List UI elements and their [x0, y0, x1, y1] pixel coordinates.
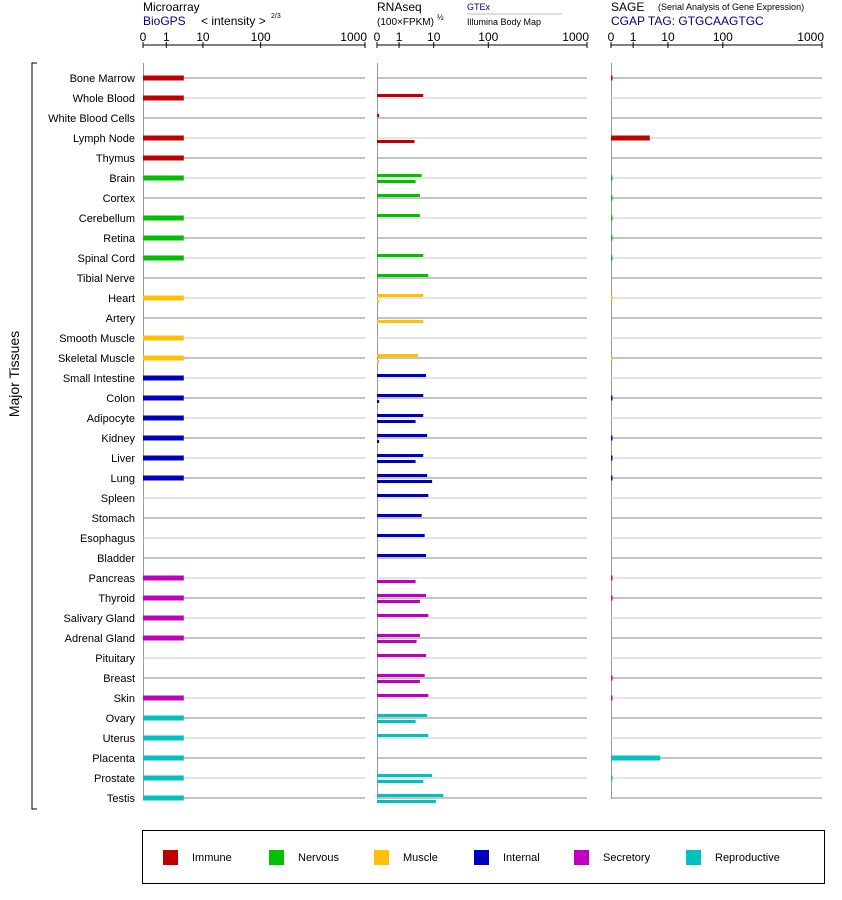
legend-item-secretory: [574, 850, 650, 865]
tissue-label: Ovary: [105, 713, 135, 725]
legend-swatch: [686, 850, 701, 865]
tissue-label: Spleen: [100, 493, 135, 505]
bar-microarray: [143, 436, 184, 441]
tissue-label: Liver: [111, 453, 135, 465]
tissue-label: Breast: [103, 673, 135, 685]
tissue-label: Cerebellum: [78, 213, 135, 225]
tissue-label: Lung: [110, 473, 135, 485]
bar-microarray: [143, 156, 184, 161]
tissue-label: Pituitary: [95, 653, 135, 665]
bar-sage: [611, 256, 613, 261]
bar-microarray: [143, 256, 184, 261]
bar-gtex: [377, 294, 423, 297]
tissue-label: Bone Marrow: [69, 73, 135, 85]
legend-swatch: [269, 850, 284, 865]
bar-illumina: [377, 460, 416, 463]
bar-gtex: [377, 174, 422, 177]
bar-sage: [611, 676, 613, 681]
bar-illumina: [377, 680, 420, 683]
x-tick-label: 100: [712, 30, 733, 44]
bar-gtex: [377, 194, 420, 197]
bar-microarray: [143, 796, 184, 801]
panel-exponent-rnaseq: ½: [437, 13, 444, 22]
legend-label: Reproductive: [715, 851, 780, 864]
bar-sage: [611, 756, 660, 761]
tissue-label: Cortex: [102, 193, 135, 205]
bar-microarray: [143, 356, 184, 361]
legend-item-internal: [474, 850, 540, 865]
legend-label: Nervous: [298, 851, 339, 864]
bar-gtex: [377, 274, 428, 277]
rnaseq-source-illumina: Illumina Body Map: [467, 17, 542, 27]
x-tick-label: 1000: [340, 30, 367, 44]
legend-swatch: [574, 850, 589, 865]
x-tick-label: 100: [478, 30, 499, 44]
bar-microarray: [143, 76, 184, 81]
bar-gtex: [377, 354, 418, 357]
bar-microarray: [143, 376, 184, 381]
legend-item-immune: [163, 850, 232, 865]
tissue-label: Whole Blood: [72, 93, 135, 105]
x-tick-label: 10: [427, 30, 441, 44]
legend-item-reproductive: [686, 850, 780, 865]
bar-illumina: [377, 440, 379, 443]
x-tick-label: 1000: [797, 30, 824, 44]
bar-illumina: [377, 600, 420, 603]
bar-illumina: [377, 360, 379, 363]
x-tick-label: 100: [250, 30, 271, 44]
panel-title-rnaseq: RNAseq: [377, 0, 422, 14]
bar-microarray: [143, 136, 184, 141]
bar-gtex: [377, 534, 425, 537]
x-tick-label: 1: [162, 30, 170, 44]
legend-label: Immune: [192, 851, 232, 864]
x-tick-label: 0: [607, 30, 615, 44]
y-axis-bracket: [32, 63, 37, 809]
tissue-label: Adipocyte: [86, 413, 135, 425]
bar-illumina: [377, 780, 423, 783]
bar-gtex: [377, 254, 423, 257]
x-tick-label: 0: [139, 30, 147, 44]
tissue-label: Stomach: [91, 513, 135, 525]
bar-microarray: [143, 476, 184, 481]
panel-subtitle-sage: CGAP TAG: GTGCAAGTGC: [611, 14, 764, 28]
bar-gtex: [377, 454, 423, 457]
bar-illumina: [377, 420, 416, 423]
bar-gtex: [377, 654, 426, 657]
panel-note-sage: (Serial Analysis of Gene Expression): [658, 2, 805, 12]
bar-illumina: [377, 580, 416, 583]
bar-sage: [611, 696, 613, 701]
bar-sage: [611, 356, 613, 361]
panel-note-microarray: < intensity >: [201, 14, 266, 28]
bar-gtex: [377, 614, 428, 617]
bar-gtex: [377, 414, 423, 417]
legend-item-muscle: [374, 850, 438, 865]
bar-microarray: [143, 396, 184, 401]
tissue-label: Bladder: [97, 553, 135, 565]
tissue-label: Retina: [103, 233, 135, 245]
bar-illumina: [377, 140, 415, 143]
bar-gtex: [377, 434, 427, 437]
bar-illumina: [377, 800, 436, 803]
rnaseq-source-gtex: GTEx: [467, 2, 491, 12]
x-tick-label: 1000: [562, 30, 589, 44]
bar-microarray: [143, 616, 184, 621]
bar-gtex: [377, 494, 428, 497]
panel-title-microarray: Microarray: [143, 0, 200, 14]
bar-illumina: [377, 720, 416, 723]
bar-gtex: [377, 214, 420, 217]
x-tick-label: 10: [661, 30, 675, 44]
bar-gtex: [377, 554, 426, 557]
bar-sage: [611, 196, 613, 201]
bar-sage: [611, 596, 613, 601]
bar-sage: [611, 576, 613, 581]
legend-label: Muscle: [403, 851, 438, 864]
bar-microarray: [143, 416, 184, 421]
tissue-label: Testis: [106, 793, 135, 805]
bar-sage: [611, 76, 613, 81]
tissue-label: Small Intestine: [62, 373, 135, 385]
bar-gtex: [377, 634, 420, 637]
legend-swatch: [163, 850, 178, 865]
bar-sage: [611, 296, 613, 301]
bar-gtex: [377, 774, 432, 777]
bar-gtex: [377, 514, 422, 517]
bar-gtex: [377, 594, 426, 597]
bar-microarray: [143, 756, 184, 761]
tissue-label: Skin: [113, 693, 135, 705]
tissue-label: Pancreas: [88, 573, 135, 585]
bar-microarray: [143, 456, 184, 461]
tissue-label: Smooth Muscle: [59, 333, 135, 345]
bar-microarray: [143, 696, 184, 701]
tissue-label: Uterus: [102, 733, 135, 745]
bar-microarray: [143, 296, 184, 301]
bar-sage: [611, 176, 613, 181]
tissue-label: Salivary Gland: [63, 613, 135, 625]
legend-label: Secretory: [603, 851, 651, 864]
bar-illumina: [377, 480, 432, 483]
tissue-label: Adrenal Gland: [64, 633, 135, 645]
bar-microarray: [143, 636, 184, 641]
bar-sage: [611, 776, 613, 781]
x-tick-label: 0: [373, 30, 381, 44]
bar-gtex: [377, 734, 428, 737]
tissue-label: Colon: [106, 393, 135, 405]
bar-gtex: [377, 674, 425, 677]
bar-sage: [611, 136, 650, 141]
bar-sage: [611, 236, 613, 241]
bar-microarray: [143, 96, 184, 101]
bar-microarray: [143, 736, 184, 741]
legend-label: Internal: [503, 851, 540, 864]
bar-sage: [611, 456, 613, 461]
legend-swatch: [474, 850, 489, 865]
bar-illumina: [377, 180, 416, 183]
panel-subtitle-rnaseq: (100×FPKM): [377, 17, 434, 28]
tissue-label: White Blood Cells: [48, 113, 135, 125]
x-tick-label: 10: [196, 30, 210, 44]
bar-sage: [611, 216, 613, 221]
bar-gtex: [377, 714, 427, 717]
legend-swatch: [374, 850, 389, 865]
bar-illumina: [377, 400, 379, 403]
bar-microarray: [143, 596, 184, 601]
bar-illumina: [377, 320, 423, 323]
y-axis-label: Major Tissues: [6, 330, 22, 418]
panel-title-sage: SAGE: [611, 0, 645, 14]
bar-microarray: [143, 576, 184, 581]
bar-illumina: [377, 300, 379, 303]
tissue-label: Artery: [105, 313, 135, 325]
tissue-label: Placenta: [92, 753, 135, 765]
x-tick-label: 1: [395, 30, 403, 44]
bar-microarray: [143, 236, 184, 241]
bar-gtex: [377, 694, 428, 697]
x-tick-label: 1: [629, 30, 637, 44]
bar-microarray: [143, 176, 184, 181]
tissue-label: Spinal Cord: [77, 253, 135, 265]
tissue-label: Tibial Nerve: [76, 273, 135, 285]
bar-gtex: [377, 474, 427, 477]
legend-item-nervous: [269, 850, 339, 865]
bar-illumina: [377, 640, 417, 643]
bar-gtex: [377, 114, 379, 117]
tissue-label: Esophagus: [79, 533, 135, 545]
bar-gtex: [377, 374, 426, 377]
tissue-label: Heart: [108, 293, 135, 305]
bar-gtex: [377, 794, 443, 797]
tissue-label: Thyroid: [98, 593, 135, 605]
bar-sage: [611, 476, 613, 481]
bar-microarray: [143, 336, 184, 341]
bar-sage: [611, 436, 613, 441]
panel-subtitle-microarray: BioGPS: [143, 14, 186, 28]
bar-sage: [611, 396, 613, 401]
tissue-label: Lymph Node: [73, 133, 135, 145]
bar-microarray: [143, 216, 184, 221]
tissue-label: Kidney: [101, 433, 135, 445]
bar-microarray: [143, 716, 184, 721]
bar-gtex: [377, 394, 423, 397]
bar-microarray: [143, 776, 184, 781]
tissue-label: Brain: [109, 173, 135, 185]
legend: [142, 830, 825, 884]
tissue-label: Thymus: [95, 153, 135, 165]
tissue-label: Skeletal Muscle: [57, 353, 135, 365]
tissue-label: Prostate: [94, 773, 135, 785]
panel-exponent-microarray: 2/3: [271, 13, 281, 20]
bar-gtex: [377, 94, 423, 97]
